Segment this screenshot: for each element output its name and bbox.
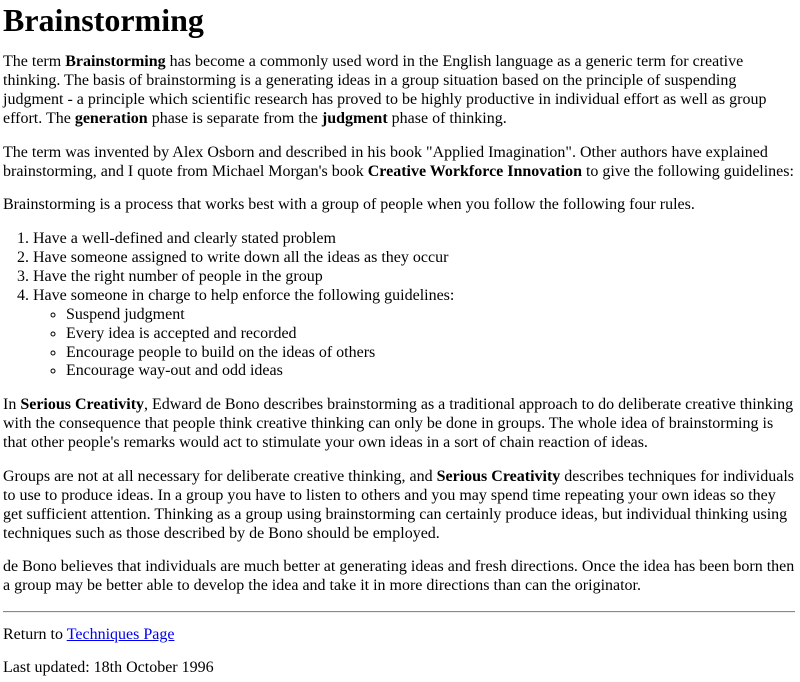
debono-paragraph: de Bono believes that individuals are much better at generating ideas and fresh directions. Once the idea has been born then a group may be better able to develop the idea and take it in more directions than can the originator. bbox=[3, 558, 795, 595]
page-title: Brainstorming bbox=[3, 2, 204, 38]
rules-item-4-label: Have someone in charge to help enforce the following guidelines: bbox=[33, 286, 455, 304]
guideline-item-2: ◦ Every idea is accepted and recorded bbox=[66, 325, 795, 344]
osborn-paragraph: The term was invented by Alex Osborn and described in his book "Applied Imagination". Other authors have explained brainstorming, and I quote from Michael Morgan's book Creative Workforce Innovation to give the following guidelines: bbox=[3, 143, 794, 180]
intro-paragraph: The term Brainstorming has become a commonly used word in the English language as a generic term for creative thinking. The basis of brainstorming is a generating ideas in a group situation based on the principle of suspending judgment - a principle which scientific research has proved to be highly productive in individual effort as well as group effort. The generation phase is separate from the judgment phase of thinking. bbox=[3, 53, 767, 127]
rules-item-1: 1. Have a well-defined and clearly stated problem bbox=[33, 230, 795, 249]
last-updated: Last updated: 18th October 1996 bbox=[3, 659, 214, 677]
serious-creativity-paragraph: In Serious Creativity, Edward de Bono describes brainstorming as a traditional approach to do deliberate creative thinking with the consequence that people think creative thinking can only be done in groups. The whole idea of brainstorming is that other people's remarks would act to stimulate your own ideas in a sort of chain reaction of ideas. bbox=[3, 396, 794, 452]
techniques-page-link[interactable]: Techniques Page bbox=[66, 626, 175, 644]
guideline-item-4: ◦ Encourage way-out and odd ideas bbox=[66, 362, 795, 381]
guidelines-list bbox=[33, 306, 795, 382]
rules-item-2: 2. Have someone assigned to write down all the ideas as they occur bbox=[33, 249, 795, 268]
rules-item-3: 3. Have the right number of people in the group bbox=[33, 268, 795, 287]
return-line bbox=[3, 626, 795, 645]
process-paragraph: Brainstorming is a process that works best with a group of people when you follow the following four rules. bbox=[3, 196, 695, 214]
return-prefix: Return to bbox=[3, 626, 67, 644]
rules-item-4 bbox=[33, 287, 795, 381]
guideline-item-3: ◦ Encourage people to build on the ideas of others bbox=[66, 344, 795, 363]
guideline-item-1: ◦ Suspend judgment bbox=[66, 306, 795, 325]
footer-divider bbox=[3, 611, 795, 613]
groups-paragraph: Groups are not at all necessary for deliberate creative thinking, and Serious Creativity describes techniques for individuals to use to produce ideas. In a group you have to listen to others and you may spend time repeating your own ideas so they get sufficient attention. Thinking as a group using brainstorming can certainly produce ideas, but individual thinking using techniques such as those described by de Bono should be employed. bbox=[3, 467, 795, 542]
rules-list bbox=[3, 230, 795, 381]
